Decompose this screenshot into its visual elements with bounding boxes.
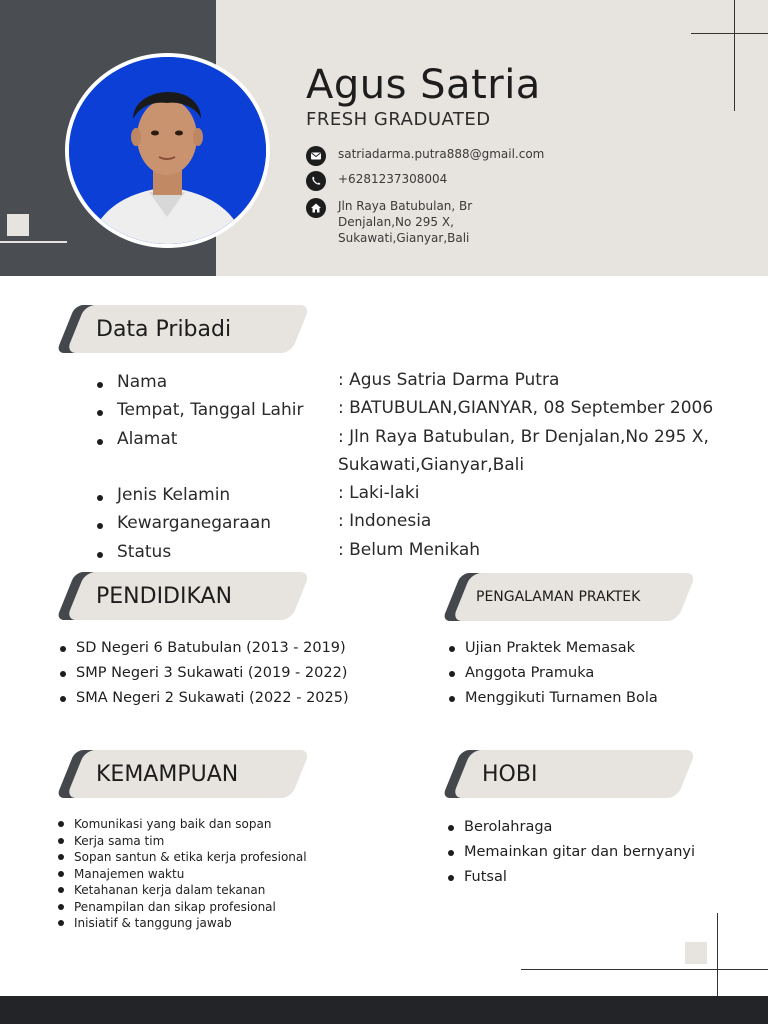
personal-label: Jenis Kelamin [100, 485, 230, 505]
decor-square [7, 214, 29, 236]
section-heading-skills [56, 750, 296, 798]
decor-line [521, 969, 768, 970]
list-item: Anggota Pramuka [449, 661, 658, 686]
personal-value: : Laki-laki [338, 483, 420, 503]
list-item: Menggikuti Turnamen Bola [449, 686, 658, 711]
decor-line [0, 241, 67, 243]
contact-email-text[interactable]: satriadarma.putra888@gmail.com [338, 147, 545, 161]
list-item: Ketahanan kerja dalam tekanan [58, 882, 307, 899]
skills-list [58, 816, 307, 932]
section-heading-education [56, 572, 296, 620]
list-item: Kerja sama tim [58, 833, 307, 850]
personal-value-continued: Sukawati,Gianyar,Bali [338, 455, 525, 475]
personal-heading: Data Pribadi [96, 316, 232, 342]
personal-label: Alamat [100, 429, 177, 449]
hobbies-list [448, 815, 695, 890]
list-item: Ujian Praktek Memasak [449, 636, 658, 661]
section-heading-hobbies [442, 750, 682, 798]
mail-icon [306, 146, 326, 166]
list-item: Futsal [448, 865, 695, 890]
list-item: Berolahraga [448, 815, 695, 840]
phone-icon [306, 171, 326, 191]
decor-line [691, 33, 768, 34]
contact-phone [306, 171, 548, 191]
decor-square [685, 942, 707, 964]
list-item: SMA Negeri 2 Sukawati (2022 - 2025) [60, 686, 349, 711]
section-heading-personal [56, 305, 296, 353]
contact-address-text: Jln Raya Batubulan, Br Denjalan,No 295 X, Sukawati,Gianyar,Bali [338, 199, 473, 245]
personal-value: : Jln Raya Batubulan, Br Denjalan,No 295 X, [338, 427, 709, 447]
hobbies-heading: HOBI [482, 761, 538, 787]
home-icon [306, 198, 326, 218]
list-item: Komunikasi yang baik dan sopan [58, 816, 307, 833]
profile-name: Agus Satria [306, 62, 541, 108]
personal-label: Tempat, Tanggal Lahir [100, 400, 303, 420]
personal-value: : Agus Satria Darma Putra [338, 370, 560, 390]
personal-label: Kewarganegaraan [100, 513, 271, 533]
contact-phone-text[interactable]: +6281237308004 [338, 172, 448, 186]
list-item: SMP Negeri 3 Sukawati (2019 - 2022) [60, 661, 349, 686]
list-item: Manajemen waktu [58, 866, 307, 883]
personal-value: : Belum Menikah [338, 540, 481, 560]
list-item: Inisiatif & tanggung jawab [58, 915, 307, 932]
experience-list [449, 636, 658, 711]
personal-value: : Indonesia [338, 511, 432, 531]
section-heading-experience [442, 573, 682, 621]
personal-value: : BATUBULAN,GIANYAR, 08 September 2006 [338, 398, 714, 418]
list-item: SD Negeri 6 Batubulan (2013 - 2019) [60, 636, 349, 661]
list-item: Penampilan dan sikap profesional [58, 899, 307, 916]
education-heading: PENDIDIKAN [96, 583, 233, 609]
personal-label: Status [100, 542, 171, 562]
list-item: Sopan santun & etika kerja profesional [58, 849, 307, 866]
contact-email [306, 146, 548, 166]
profile-photo [69, 57, 266, 244]
list-item: Memainkan gitar dan bernyanyi [448, 840, 695, 865]
contact-address [306, 198, 548, 246]
skills-heading: KEMAMPUAN [96, 761, 239, 787]
experience-heading: PENGALAMAN PRAKTEK [476, 589, 641, 605]
education-list [60, 636, 349, 711]
decor-line [734, 0, 735, 111]
profile-title: FRESH GRADUATED [306, 109, 491, 130]
personal-label: Nama [100, 372, 167, 392]
footer-bar [0, 996, 768, 1024]
